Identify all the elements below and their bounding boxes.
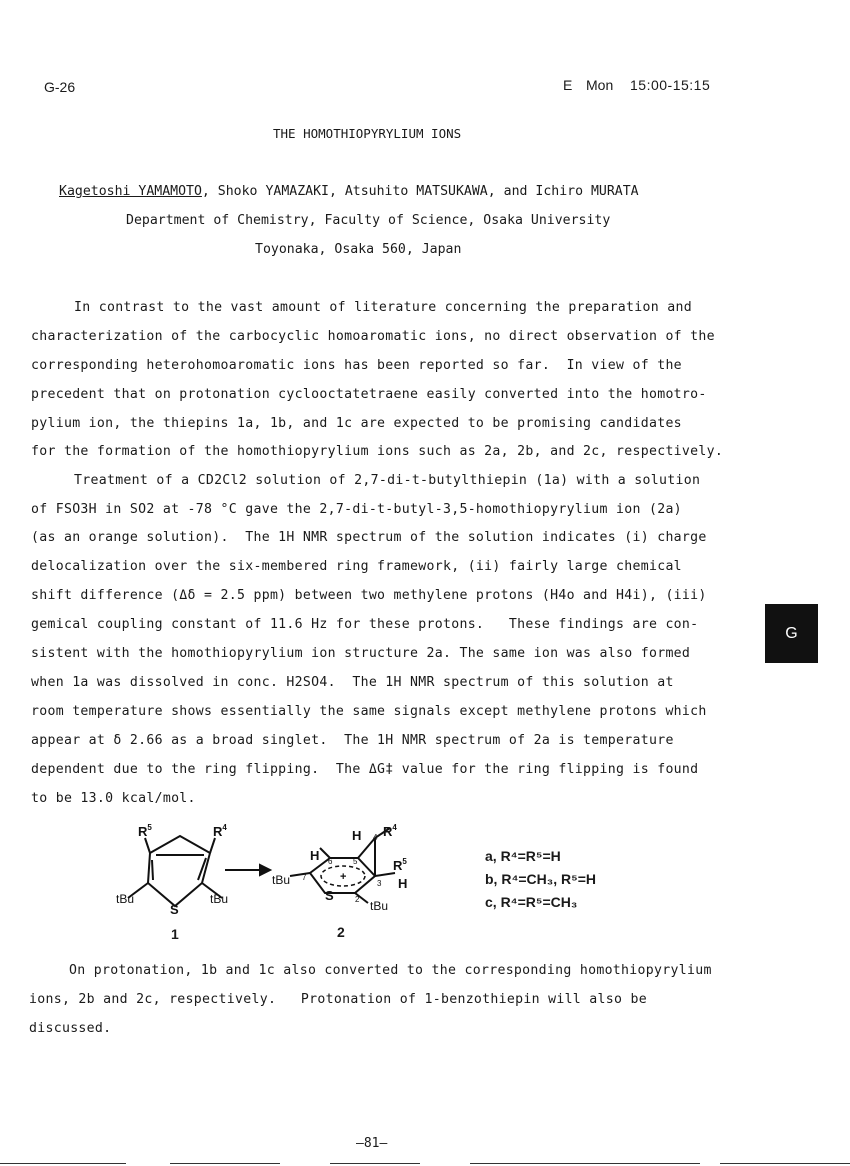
footer-rule: [470, 1163, 700, 1164]
variant-c: c, R⁴=R⁵=CH₃: [485, 894, 578, 910]
body-line: On protonation, 1b and 1c also converted to the corresponding homothiopyrylium: [69, 963, 712, 978]
compound-label-1: 1: [171, 926, 179, 942]
svg-text:H: H: [352, 828, 362, 843]
svg-text:H: H: [398, 876, 408, 891]
body-line: room temperature shows essentially the same signals except methylene protons which: [31, 704, 707, 719]
affiliation-line-2: Toyonaka, Osaka 560, Japan: [255, 242, 462, 257]
variant-b: b, R⁴=CH₃, R⁵=H: [485, 871, 596, 887]
co-authors: , Shoko YAMAZAKI, Atsuhito MATSUKAWA, and Ichiro MURATA: [201, 184, 639, 199]
svg-text:5: 5: [353, 857, 358, 866]
session-room: E: [563, 77, 573, 93]
body-line: gemical coupling constant of 11.6 Hz for these protons. These findings are con-: [31, 617, 699, 632]
compound-label-2: 2: [337, 924, 345, 940]
svg-text:H: H: [310, 848, 320, 863]
paper-title: THE HOMOTHIOPYRYLIUM IONS: [273, 126, 462, 141]
body-line: characterization of the carbocyclic homoaromatic ions, no direct observation of the: [31, 329, 715, 344]
footer-rule: [0, 1163, 126, 1164]
svg-text:S: S: [170, 902, 179, 917]
presenting-author: Kagetoshi YAMAMOTO: [59, 184, 202, 199]
svg-text:3: 3: [377, 879, 382, 888]
body-line: appear at δ 2.66 as a broad singlet. The 1H NMR spectrum of 2a is temperature: [31, 733, 674, 748]
page-number: —81—: [356, 1136, 388, 1151]
session-code: G-26: [44, 79, 76, 95]
svg-text:R4: $R^4$: [213, 823, 227, 839]
body-line: (as an orange solution). The 1H NMR spectrum of the solution indicates (i) charge: [31, 530, 707, 545]
body-line: In contrast to the vast amount of literature concerning the preparation and: [74, 300, 692, 315]
svg-text:7: 7: [302, 873, 307, 882]
footer-rule: [330, 1163, 420, 1164]
body-line: sistent with the homothiopyrylium ion structure 2a. The same ion was also formed: [31, 646, 691, 661]
svg-text:tBu: tBu: [210, 892, 229, 906]
section-tab: G: [765, 604, 818, 663]
svg-text:6: 6: [328, 857, 333, 866]
body-line: when 1a was dissolved in conc. H2SO4. The 1H NMR spectrum of this solution at: [31, 675, 674, 690]
body-line: corresponding heterohomoaromatic ions has been reported so far. In view of the: [31, 358, 682, 373]
footer-rule: [170, 1163, 280, 1164]
body-line: pylium ion, the thiepins 1a, 1b, and 1c are expected to be promising candidates: [31, 416, 682, 431]
body-line: to be 13.0 kcal/mol.: [31, 791, 196, 806]
svg-text:4: 4: [373, 833, 378, 842]
svg-text:R5: $R^5$: [393, 857, 407, 873]
session-day: Mon: [586, 77, 614, 93]
body-line: shift difference (Δδ = 2.5 ppm) between two methylene protons (H4o and H4i), (iii): [31, 588, 707, 603]
body-line: Treatment of a CD2Cl2 solution of 2,7-di-t-butylthiepin (1a) with a solution: [74, 473, 701, 488]
svg-text:2: 2: [355, 895, 360, 904]
svg-text:S: S: [325, 888, 334, 903]
svg-text:R4: $R^4$: [383, 823, 397, 839]
body-line: dependent due to the ring flipping. The ΔG‡ value for the ring flipping is found: [31, 762, 699, 777]
svg-text:+: +: [340, 871, 347, 883]
svg-text:tBu: tBu: [272, 873, 291, 887]
svg-text:R5: $R^5$: [138, 823, 152, 839]
affiliation-line-1: Department of Chemistry, Faculty of Science, Osaka University: [126, 213, 611, 228]
svg-text:tBu: tBu: [116, 892, 135, 906]
body-line: ions, 2b and 2c, respectively. Protonation of 1-benzothiepin will also be: [29, 992, 647, 1007]
footer-rule: [720, 1163, 850, 1164]
body-line: of FSO3H in SO2 at -78 °C gave the 2,7-di-t-butyl-3,5-homothiopyrylium ion (2a): [31, 502, 682, 517]
authors: [59, 184, 639, 199]
svg-text:tBu: tBu: [370, 899, 389, 913]
body-line: precedent that on protonation cyclooctatetraene easily converted into the homotro-: [31, 387, 707, 402]
session-time: 15:00-15:15: [630, 77, 711, 93]
body-line: for the formation of the homothiopyrylium ions such as 2a, 2b, and 2c, respectively.: [31, 444, 724, 459]
body-line: delocalization over the six-membered ring framework, (ii) fairly large chemical: [31, 559, 682, 574]
body-line: discussed.: [29, 1021, 112, 1036]
variant-a: a, R⁴=R⁵=H: [485, 848, 561, 864]
